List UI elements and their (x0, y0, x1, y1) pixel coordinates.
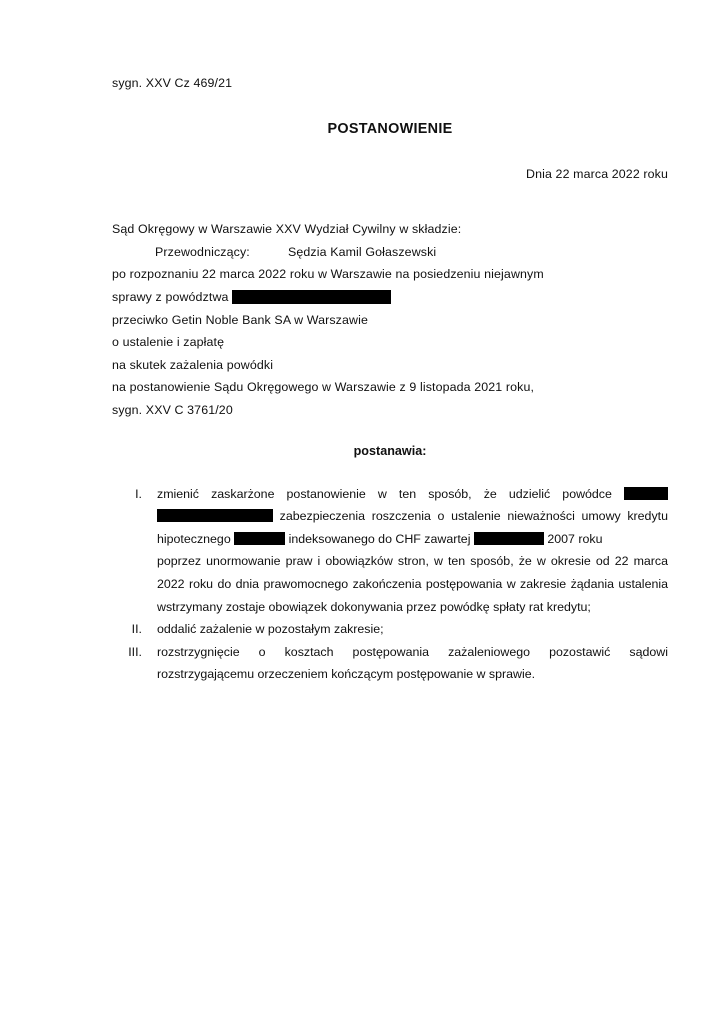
list-item (112, 641, 668, 686)
list-item-body (157, 641, 668, 686)
court-composition-block (112, 218, 668, 421)
defendant-line: przeciwko Getin Noble Bank SA w Warszawie (112, 312, 368, 327)
list-item-numeral: II. (131, 622, 142, 637)
appealed-decision-line: na postanowienie Sądu Okręgowego w Warszawie z 9 listopada 2021 roku, (112, 380, 535, 395)
panel-judge-name: Sędzia Kamil Gołaszewski (288, 244, 437, 259)
redaction-bar-1 (624, 487, 668, 500)
item-1-text-a: zmienić zaskarżone postanowienie w ten sposób, że udzielić powódce (157, 486, 612, 501)
hearing-line: po rozpoznaniu 22 marca 2022 roku w Warszawie na posiedzeniu niejawnym (112, 267, 544, 282)
ruling-items-list (112, 483, 668, 686)
item-1-text-b: zabezpieczenia roszczenia o ustalenie nieważności umowy kredytu hipotecznego (157, 509, 668, 546)
document-date: Dnia 22 marca 2022 roku (526, 166, 668, 181)
court-line: Sąd Okręgowy w Warszawie XXV Wydział Cywilny w składzie: (112, 222, 462, 237)
list-item-numeral: III. (128, 644, 142, 659)
document-title: POSTANOWIENIE (327, 120, 453, 137)
list-item-body (157, 483, 668, 619)
item-1-text-c: indeksowanego do CHF zawartej (288, 531, 471, 546)
ruling-keyword: postanawia: (353, 443, 427, 458)
redaction-bar-plaintiff-name (232, 290, 391, 304)
redaction-bar-4 (474, 532, 544, 545)
list-item (112, 618, 668, 641)
subject-line: o ustalenie i zapłatę (112, 335, 225, 350)
panel-role-label: Przewodniczący: (155, 244, 250, 259)
appeal-line: na skutek zażalenia powódki (112, 357, 274, 372)
list-item-paragraph-continued: poprzez unormowanie praw i obowiązków stron, w ten sposób, że w okresie od 22 marca 2022 roku do dnia prawomocnego zakończenia postępowania w zakresie żądania ustalenia wstrzymany zostaje obowiązek dokonywania przez powódkę spłaty rat kredytu; (157, 554, 668, 614)
plaintiff-line (112, 286, 668, 309)
case-number: sygn. XXV Cz 469/21 (112, 76, 233, 90)
redaction-bar-3 (234, 532, 285, 545)
list-item-paragraph: oddalić zażalenie w pozostałym zakresie; (157, 622, 384, 637)
list-item-numeral: I. (135, 486, 142, 501)
panel-row (112, 241, 668, 264)
redaction-bar-2 (157, 509, 273, 522)
item-1-text-d: 2007 roku (547, 531, 603, 546)
document-content (112, 72, 668, 686)
list-item-paragraph (157, 483, 668, 551)
list-item-paragraph: rozstrzygnięcie o kosztach postępowania zażaleniowego pozostawić sądowi rozstrzygającemu orzeczeniem kończącym postępowanie w sprawie. (157, 644, 668, 682)
appealed-decision-signature: sygn. XXV C 3761/20 (112, 402, 233, 417)
list-item-body (157, 618, 668, 641)
plaintiff-prefix: sprawy z powództwa (112, 289, 229, 304)
list-item (112, 483, 668, 619)
